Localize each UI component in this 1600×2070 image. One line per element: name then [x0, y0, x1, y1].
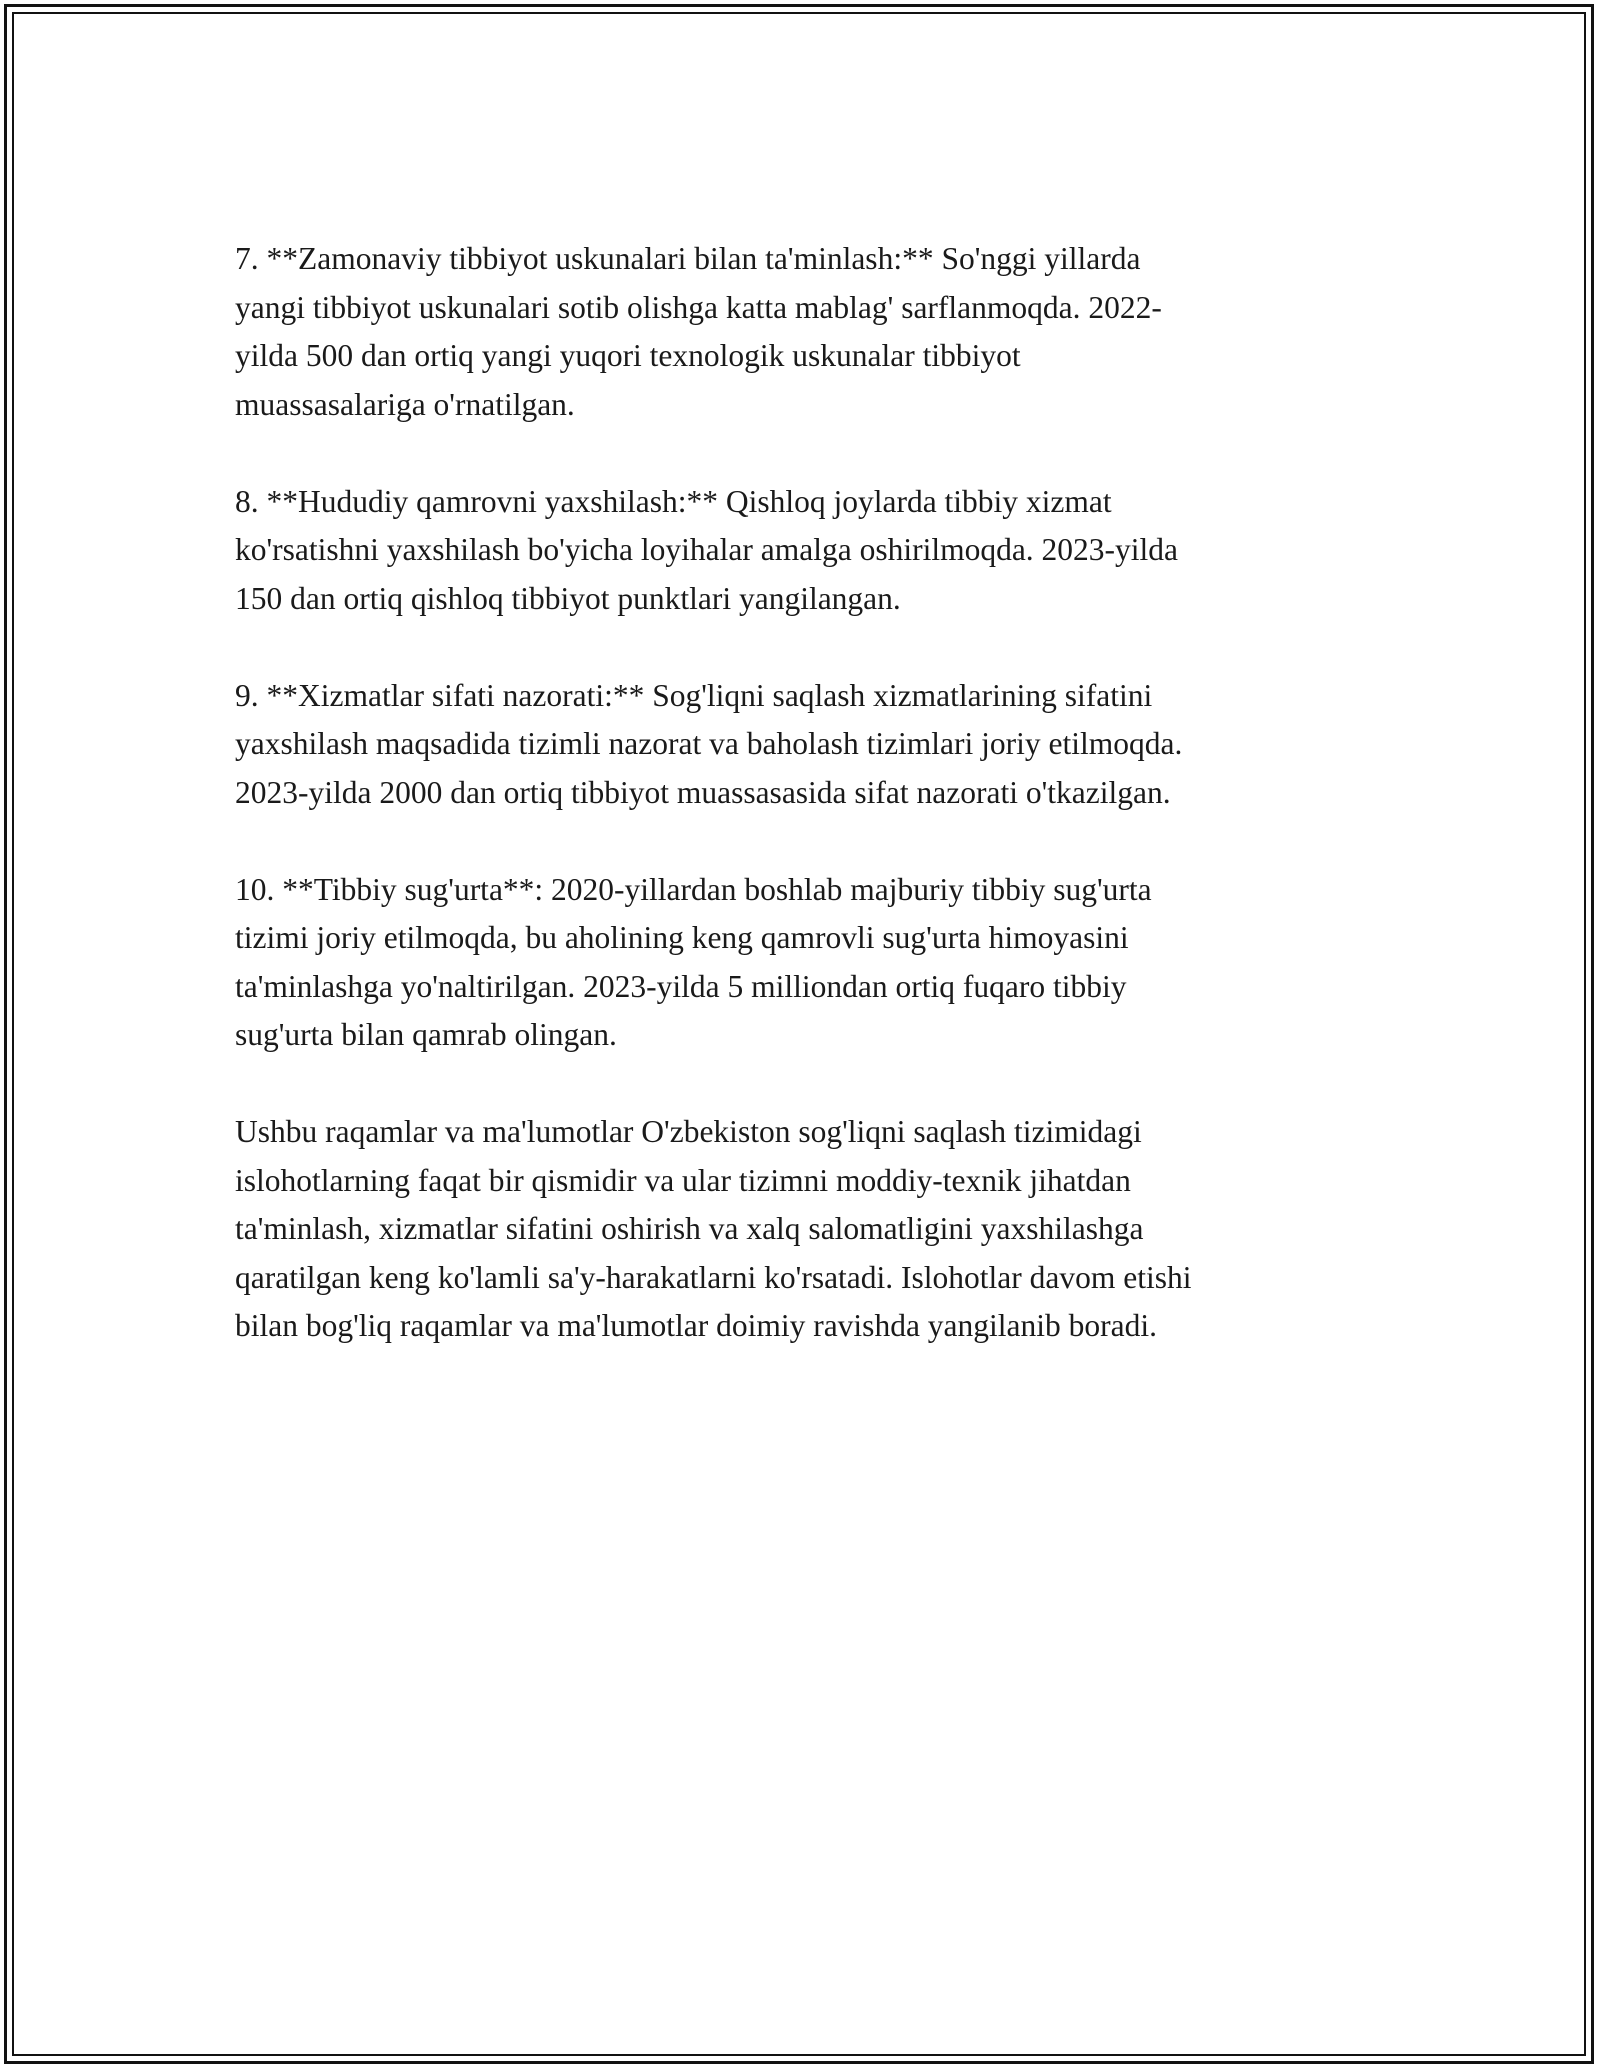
text-line: Ushbu raqamlar va ma'lumotlar O'zbekiston sog'liqni saqlash tizimidagi [235, 1114, 1142, 1149]
text-line: yilda 500 dan ortiq yangi yuqori texnologik uskunalar tibbiyot [235, 338, 1021, 373]
text-line: yaxshilash maqsadida tizimli nazorat va baholash tizimlari joriy etilmoqda. [235, 726, 1183, 761]
text-line: 7. **Zamonaviy tibbiyot uskunalari bilan ta'minlash:** So'nggi yillarda [235, 241, 1141, 276]
paragraph-7-medical-equipment [235, 235, 1370, 429]
paragraph-9-quality-control [235, 672, 1370, 818]
paragraph-8-regional-coverage [235, 478, 1370, 624]
text-line: bilan bog'liq raqamlar va ma'lumotlar doimiy ravishda yangilanib boradi. [235, 1308, 1157, 1343]
text-line: 2023-yilda 2000 dan ortiq tibbiyot muassasasida sifat nazorati o'tkazilgan. [235, 774, 1171, 810]
text-line: yangi tibbiyot uskunalari sotib olishga katta mablag' sarflanmoqda. 2022- [235, 289, 1162, 325]
text-line: islohotlarning faqat bir qismidir va ular tizimni moddiy-texnik jihatdan [235, 1162, 1131, 1198]
paragraph-10-health-insurance [235, 866, 1370, 1060]
text-line: ta'minlash, xizmatlar sifatini oshirish va xalq salomatligini yaxshilashga [235, 1211, 1144, 1246]
text-line: ko'rsatishni yaxshilash bo'yicha loyihalar amalga oshirilmoqda. 2023-yilda [235, 532, 1179, 567]
text-line: qaratilgan keng ko'lamli sa'y-harakatlarni ko'rsatadi. Islohotlar davom etishi [235, 1259, 1192, 1295]
text-line: tizimi joriy etilmoqda, bu aholining keng qamrovli sug'urta himoyasini [235, 920, 1129, 955]
text-line: ta'minlashga yo'naltirilgan. 2023-yilda 5 milliondan ortiq fuqaro tibbiy [235, 968, 1127, 1004]
text-line: sug'urta bilan qamrab olingan. [235, 1017, 617, 1052]
text-line: 8. **Hududiy qamrovni yaxshilash:** Qishloq joylarda tibbiy xizmat [235, 483, 1112, 519]
text-line: 150 dan ortiq qishloq tibbiyot punktlari yangilangan. [235, 580, 901, 616]
document-body [235, 235, 1370, 1399]
text-line: muassasalariga o'rnatilgan. [235, 386, 575, 422]
text-line: 10. **Tibbiy sug'urta**: 2020-yillardan boshlab majburiy tibbiy sug'urta [235, 871, 1152, 907]
paragraph-conclusion [235, 1108, 1370, 1351]
text-line: 9. **Xizmatlar sifati nazorati:** Sog'liqni saqlash xizmatlarining sifatini [235, 677, 1153, 713]
